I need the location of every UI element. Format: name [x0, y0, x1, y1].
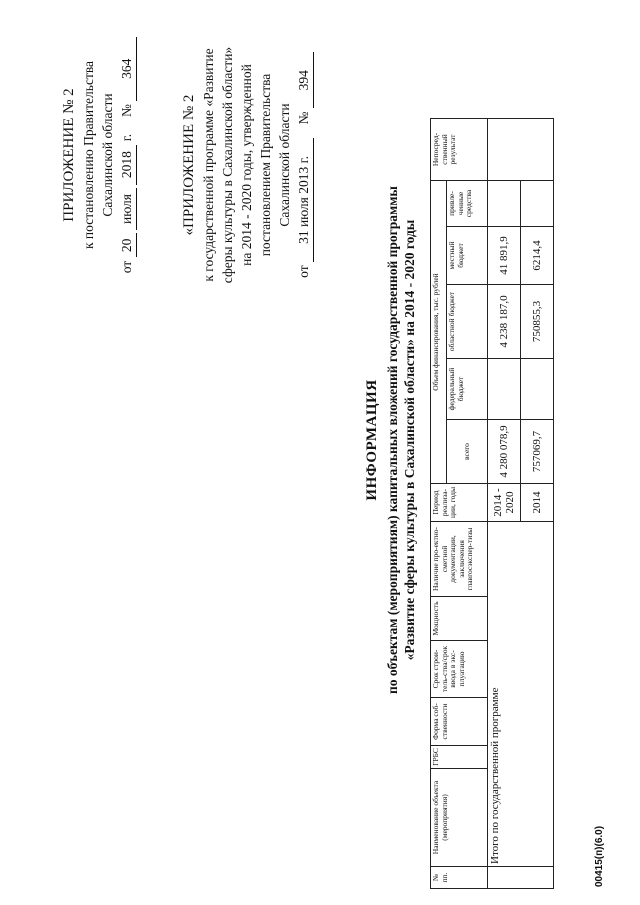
appendix-current-g: г. [119, 133, 134, 142]
cell-regional: 750855,3 [521, 285, 554, 359]
cell-result [488, 119, 554, 181]
document-title: ИНФОРМАЦИЯ [364, 379, 380, 501]
header-num: № пп. [431, 867, 488, 889]
header-period: Период реализа-ции, годы [431, 484, 488, 522]
header-result: Непосред-ственный результат [431, 119, 488, 181]
document-subtitle [384, 105, 418, 775]
header-federal: федеральный бюджет [447, 359, 488, 420]
header-capacity: Мощность [431, 597, 488, 641]
cell-total-label: Итого по государственной программе [488, 522, 554, 867]
appendix-original-ot: от [296, 265, 311, 278]
footer-document-code: 00415(п)(6.0) [594, 825, 605, 887]
header-docs: Наличие про-ектно-сметной документации, заключения главгосэкспер-тизы [431, 522, 488, 597]
cell-period: 2014 - 2020 [488, 484, 521, 522]
appendix-original-date: 31 июля 2013 г. [294, 138, 314, 262]
cell-federal [521, 359, 554, 420]
appendix-original-number: 394 [294, 52, 314, 108]
appendix-original-line1: к государственной программе «Развитие [201, 48, 216, 282]
appendix-current-ot: от [119, 260, 134, 274]
cell-total: 757069,7 [521, 420, 554, 484]
cell-num [488, 867, 554, 889]
appendix-current-line2: Сахалинской области [100, 93, 115, 217]
appendix-original-line4: постановлением Правительства [258, 73, 273, 257]
appendix-original-num-label: № [296, 111, 311, 125]
appendix-current-title: ПРИЛОЖЕНИЕ № 2 [61, 88, 77, 222]
appendix-original-block [180, 5, 314, 325]
cell-regional: 4 238 187,0 [488, 285, 521, 359]
appendix-current-number: 364 [117, 37, 137, 101]
capital-investments-table [430, 118, 554, 889]
cell-period: 2014 [521, 484, 554, 522]
header-regional: областной бюджет [447, 285, 488, 359]
appendix-original-date-line [294, 5, 314, 325]
appendix-current-month: июля [117, 188, 137, 230]
table-row [488, 119, 521, 889]
header-term: Срок строи-тель-ства/срок ввода в экс-плуатацию [431, 641, 488, 698]
header-grbs: ГРБС [431, 746, 488, 769]
header-form: Форма соб-ственности [431, 698, 488, 746]
header-private: привле-ченные средства [447, 181, 488, 227]
appendix-current-date-line [117, 5, 137, 305]
header-total: всего [447, 420, 488, 484]
appendix-original-title: «ПРИЛОЖЕНИЕ № 2 [181, 94, 197, 236]
header-local: местный бюджет [447, 227, 488, 285]
cell-private [488, 181, 521, 227]
appendix-original-line3: на 2014 - 2020 годы, утвержденной [239, 64, 254, 266]
cell-local: 41 891,9 [488, 227, 521, 285]
table-header-row-1 [431, 119, 447, 889]
appendix-original-line2: сферы культуры в Сахалинской области» [220, 46, 235, 284]
header-funding: Объем финансирования, тыс. рублей [431, 181, 447, 484]
appendix-current-num-label: № [119, 104, 134, 118]
appendix-current-year: 2018 [117, 145, 137, 185]
cell-federal [488, 359, 521, 420]
appendix-current-block [60, 5, 137, 305]
cell-local: 6214,4 [521, 227, 554, 285]
document-subtitle-line2: «Развитие сферы культуры в Сахалинской области» на 2014 - 2020 годы [402, 219, 417, 661]
cell-private [521, 181, 554, 227]
appendix-current-line1: к постановлению Правительства [81, 60, 96, 250]
appendix-current-day: 20 [117, 233, 137, 257]
cell-total: 4 280 078,9 [488, 420, 521, 484]
header-name: Наименование объекта (мероприятия) [431, 769, 488, 867]
document-subtitle-line1: по объектам (мероприятиям) капитальных вложений государственной программы [385, 186, 400, 694]
appendix-original-line5: Сахалинской области [277, 103, 292, 227]
